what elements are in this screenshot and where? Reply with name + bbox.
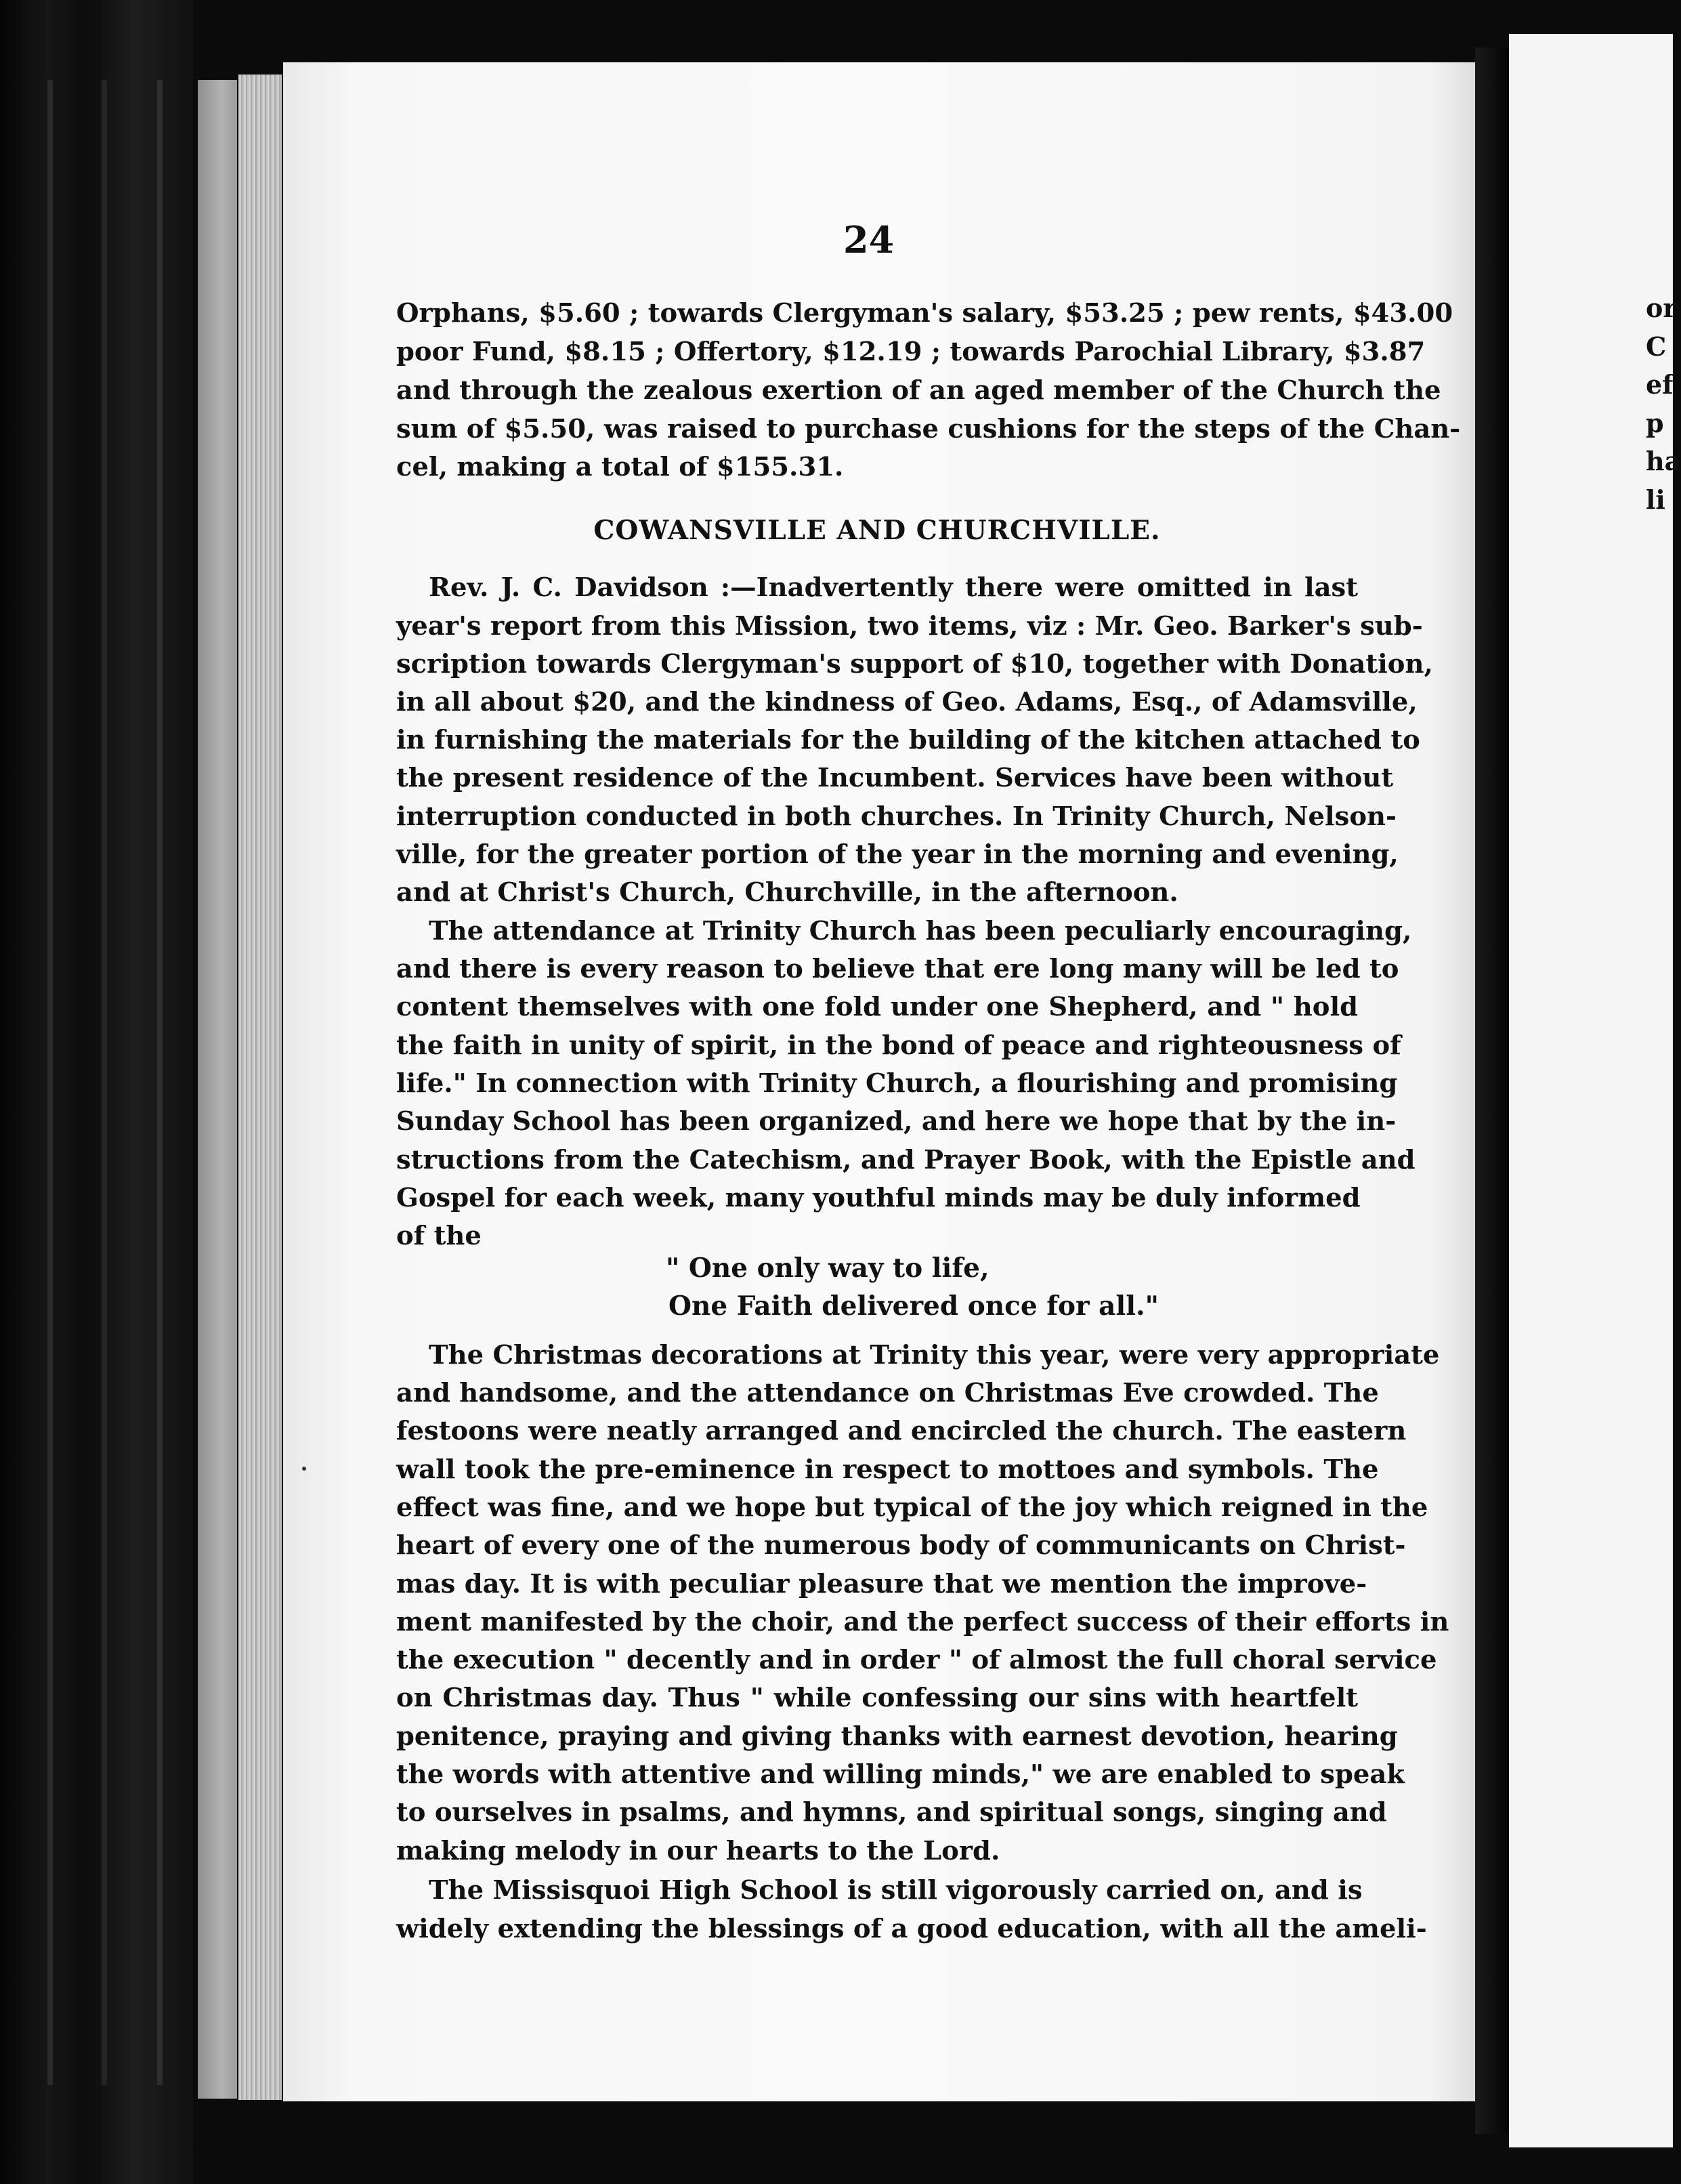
text-line: effect was fine, and we hope but typical of the joy which reigned in the bbox=[396, 1492, 1428, 1523]
facing-fragment: li bbox=[1646, 484, 1665, 515]
text-line: sum of $5.50, was raised to purchase cushions for the steps of the Chan- bbox=[396, 414, 1461, 444]
text-line: penitence, praying and giving thanks with earnest devotion, hearing bbox=[396, 1721, 1398, 1752]
text-line: The Missisquoi High School is still vigorously carried on, and is bbox=[429, 1875, 1363, 1906]
facing-fragment: C bbox=[1646, 331, 1667, 362]
page-edge bbox=[198, 80, 237, 2099]
text-line: the words with attentive and willing minds," we are enabled to speak bbox=[396, 1759, 1405, 1790]
binding-stripe bbox=[157, 80, 163, 2085]
text-line: structions from the Catechism, and Prayer Book, with the Epistle and bbox=[396, 1145, 1416, 1175]
book-binding bbox=[0, 0, 193, 2184]
text-line: Rev. J. C. Davidson :—Inadvertently there were omitted in last bbox=[429, 572, 1358, 603]
text-line: to ourselves in psalms, and hymns, and spiritual songs, singing and bbox=[396, 1797, 1387, 1828]
page-number: 24 bbox=[843, 218, 895, 261]
facing-fragment: p bbox=[1646, 407, 1664, 438]
text-line: making melody in our hearts to the Lord. bbox=[396, 1836, 1000, 1866]
text-line: festoons were neatly arranged and encircled the church. The eastern bbox=[396, 1416, 1407, 1446]
text-line: Orphans, $5.60 ; towards Clergyman's salary, $53.25 ; pew rents, $43.00 bbox=[396, 298, 1453, 329]
text-line: the present residence of the Incumbent. Services have been without bbox=[396, 763, 1394, 793]
verse-line: " One only way to life, bbox=[666, 1253, 990, 1284]
text-line: of the bbox=[396, 1221, 482, 1251]
text-line: poor Fund, $8.15 ; Offertory, $12.19 ; towards Parochial Library, $3.87 bbox=[396, 337, 1426, 367]
facing-page-text bbox=[1646, 289, 1681, 519]
text-line: The Christmas decorations at Trinity this year, were very appropriate bbox=[429, 1340, 1440, 1370]
text-line: mas day. It is with peculiar pleasure that we mention the improve- bbox=[396, 1569, 1367, 1599]
facing-fragment: ha bbox=[1646, 446, 1681, 476]
section-heading: COWANSVILLE AND CHURCHVILLE. bbox=[593, 515, 1161, 546]
text-line: content themselves with one fold under one Shepherd, and " hold bbox=[396, 992, 1358, 1022]
text-line: ville, for the greater portion of the year in the morning and evening, bbox=[396, 839, 1399, 870]
text-line: wall took the pre-eminence in respect to mottoes and symbols. The bbox=[396, 1454, 1379, 1485]
text-line: heart of every one of the numerous body of communicants on Christ- bbox=[396, 1530, 1406, 1561]
text-line: and there is every reason to believe that ere long many will be led to bbox=[396, 954, 1399, 984]
text-line: The attendance at Trinity Church has been peculiarly encouraging, bbox=[429, 916, 1412, 946]
text-line: and through the zealous exertion of an aged member of the Church the bbox=[396, 375, 1441, 406]
text-line: Sunday School has been organized, and here we hope that by the in- bbox=[396, 1106, 1397, 1137]
binding-stripe bbox=[102, 80, 107, 2085]
text-line: and handsome, and the attendance on Christmas Eve crowded. The bbox=[396, 1378, 1379, 1408]
text-line: the faith in unity of spirit, in the bond of peace and righteousness of bbox=[396, 1030, 1401, 1061]
text-line: on Christmas day. Thus " while confessing our sins with heartfelt bbox=[396, 1683, 1358, 1713]
text-line: cel, making a total of $155.31. bbox=[396, 452, 844, 482]
text-line: and at Christ's Church, Churchville, in the afternoon. bbox=[396, 877, 1178, 908]
text-line: life." In connection with Trinity Church, a flourishing and promising bbox=[396, 1068, 1398, 1099]
facing-fragment: or bbox=[1646, 293, 1677, 323]
text-line: widely extending the blessings of a good education, with all the ameli- bbox=[396, 1914, 1427, 1944]
text-line: the execution " decently and in order " of almost the full choral service bbox=[396, 1645, 1437, 1675]
binding-stripe bbox=[47, 80, 53, 2085]
text-line: interruption conducted in both churches. In Trinity Church, Nelson- bbox=[396, 801, 1397, 832]
text-line: year's report from this Mission, two items, viz : Mr. Geo. Barker's sub- bbox=[396, 611, 1423, 642]
verse-line: One Faith delivered once for all." bbox=[668, 1290, 1159, 1322]
book-gutter bbox=[1475, 47, 1509, 2134]
text-line: Gospel for each week, many youthful minds may be duly informed bbox=[396, 1183, 1361, 1213]
text-line: in furnishing the materials for the building of the kitchen attached to bbox=[396, 725, 1420, 755]
facing-fragment: ef bbox=[1646, 369, 1674, 400]
text-line: ment manifested by the choir, and the perfect success of their efforts in bbox=[396, 1607, 1449, 1637]
page-stack-edge bbox=[238, 75, 282, 2100]
text-line: scription towards Clergyman's support of $10, together with Donation, bbox=[396, 649, 1433, 679]
speck bbox=[302, 1467, 306, 1471]
text-line: in all about $20, and the kindness of Geo. Adams, Esq., of Adamsville, bbox=[396, 687, 1418, 717]
